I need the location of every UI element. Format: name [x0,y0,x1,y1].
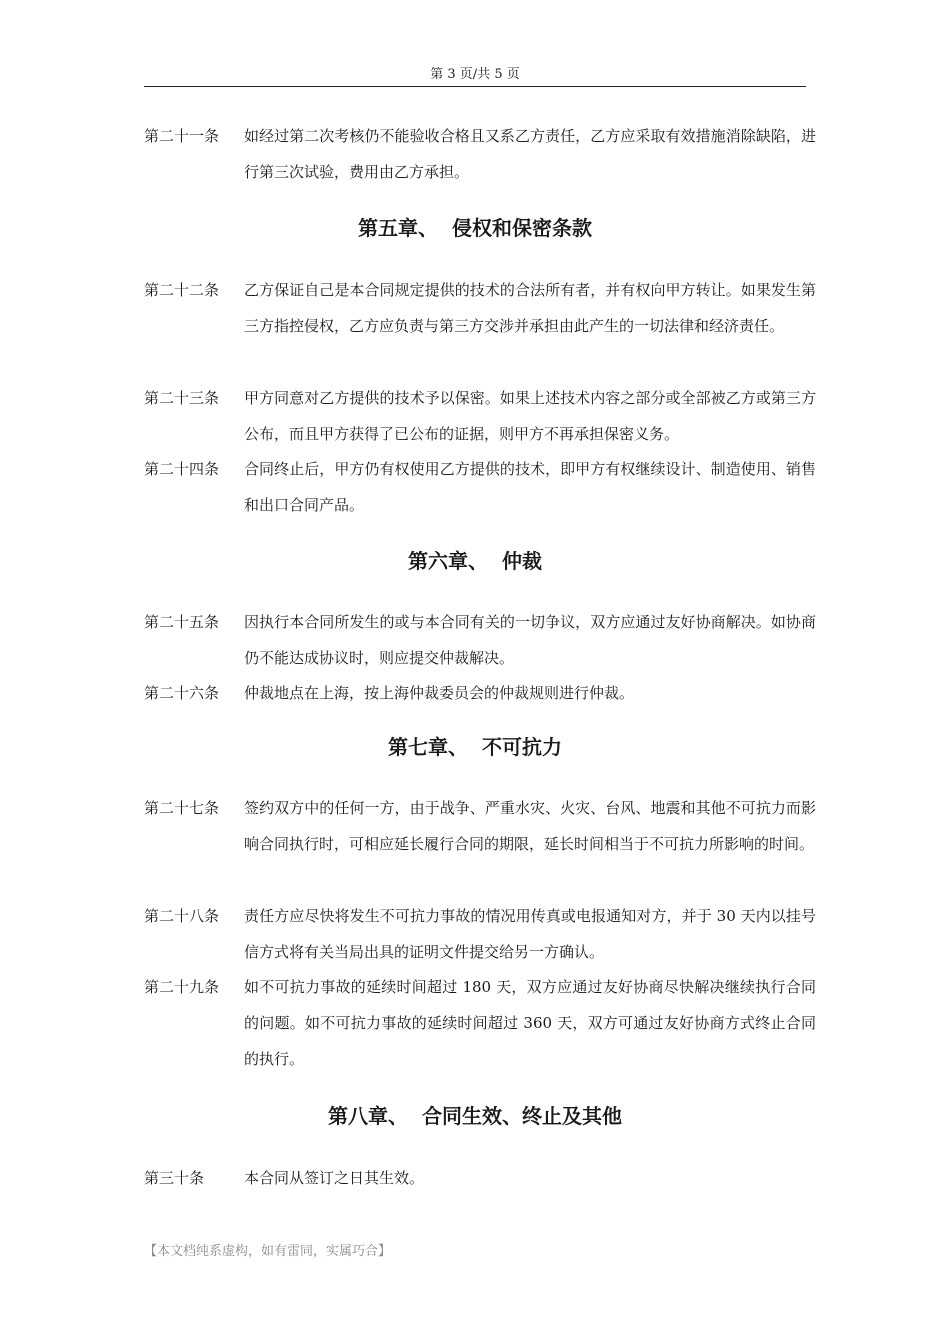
article-25 [144,604,816,676]
page-number: 第 3 页/共 5 页 [430,67,520,82]
article-text: 合同终止后，甲方仍有权使用乙方提供的技术，即甲方有权继续设计、制造使用、销售和出口合同产品。 [244,460,816,514]
article-24 [144,451,816,523]
article-30 [144,1160,816,1196]
article-26 [144,675,816,711]
article-text: 乙方保证自己是本合同规定提供的技术的合法所有者，并有权向甲方转让。如果发生第三方指控侵权，乙方应负责与第三方交涉并承担由此产生的一切法律和经济责任。 [244,281,816,335]
article-text: 签约双方中的任何一方，由于战争、严重水灾、火灾、台风、地震和其他不可抗力而影响合同执行时，可相应延长履行合同的期限，延长时间相当于不可抗力所影响的时间。 [244,799,816,853]
article-label: 第二十六条 [144,684,220,702]
article-text: 因执行本合同所发生的或与本合同有关的一切争议，双方应通过友好协商解决。如协商仍不能达成协议时，则应提交仲裁解决。 [244,613,816,667]
article-label: 第二十二条 [144,281,220,299]
footer-disclaimer: 【本文档纯系虚构，如有雷同，实属巧合】 [144,1244,392,1259]
article-label: 第二十八条 [144,907,220,925]
article-text: 甲方同意对乙方提供的技术予以保密。如果上述技术内容之部分或全部被乙方或第三方公布，而且甲方获得了已公布的证据，则甲方不再承担保密义务。 [244,389,816,443]
article-22 [144,272,816,344]
article-label: 第二十一条 [144,127,220,145]
article-label: 第二十三条 [144,389,220,407]
article-label: 第二十四条 [144,460,220,478]
article-label: 第二十九条 [144,978,220,996]
chapter-heading-5: 第五章、 侵权和保密条款 [358,216,592,240]
article-28 [144,898,816,970]
article-label: 第三十条 [144,1169,205,1187]
article-text: 责任方应尽快将发生不可抗力事故的情况用传真或电报通知对方，并于 30 天内以挂号信方式将有关当局出具的证明文件提交给另一方确认。 [244,907,816,961]
chapter-heading-6: 第六章、 仲裁 [408,549,542,573]
article-label: 第二十五条 [144,613,220,631]
article-29 [144,969,816,1077]
article-text: 本合同从签订之日其生效。 [244,1169,425,1187]
chapter-heading-7: 第七章、 不可抗力 [388,735,562,759]
page-header [144,66,806,87]
article-text: 仲裁地点在上海，按上海仲裁委员会的仲裁规则进行仲裁。 [244,684,635,702]
article-23 [144,380,816,452]
article-21 [144,118,816,190]
article-27 [144,790,816,862]
article-label: 第二十七条 [144,799,220,817]
article-text: 如经过第二次考核仍不能验收合格且又系乙方责任，乙方应采取有效措施消除缺陷，进行第三次试验，费用由乙方承担。 [244,127,816,181]
chapter-heading-8: 第八章、 合同生效、终止及其他 [328,1104,622,1128]
article-text: 如不可抗力事故的延续时间超过 180 天，双方应通过友好协商尽快解决继续执行合同的问题。如不可抗力事故的延续时间超过 360 天，双方可通过友好协商方式终止合同的执行。 [244,978,816,1068]
